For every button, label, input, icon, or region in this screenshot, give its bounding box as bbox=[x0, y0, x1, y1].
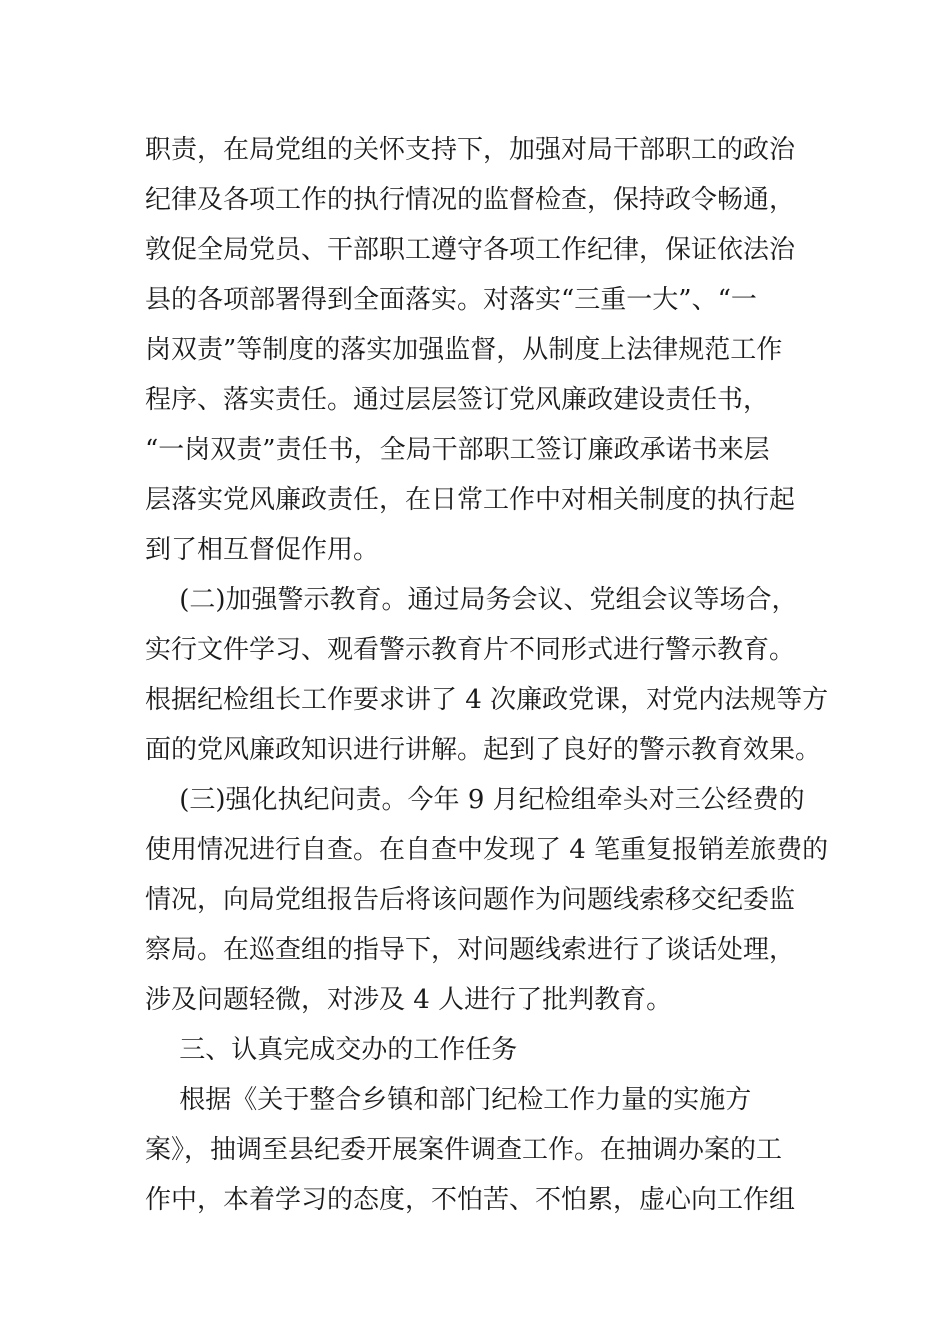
paragraph-assigned-tasks bbox=[145, 1075, 810, 1225]
section-heading bbox=[145, 1025, 810, 1075]
text-line: 察局。在巡查组的指导下，对问题线索进行了谈话处理， bbox=[145, 935, 796, 965]
text-line: 程序、落实责任。通过层层签订党风廉政建设责任书， bbox=[145, 385, 770, 415]
paragraph-warning-education bbox=[145, 575, 829, 775]
text-line: “一岗双责”责任书，全局干部职工签订廉政承诺书来层 bbox=[145, 435, 770, 465]
text-line: 根据纪检组长工作要求讲了 4 次廉政党课，对党内法规等方 bbox=[145, 685, 829, 715]
text-line: 层落实党风廉政责任，在日常工作中对相关制度的执行起 bbox=[145, 485, 796, 515]
text-line: (三)强化执纪问责。今年 9 月纪检组牵头对三公经费的 bbox=[145, 785, 805, 815]
text-line: 实行文件学习、观看警示教育片不同形式进行警示教育。 bbox=[145, 635, 796, 665]
text-line: 作中，本着学习的态度，不怕苦、不怕累，虚心向工作组 bbox=[145, 1185, 796, 1215]
heading-line: 三、认真完成交办的工作任务 bbox=[145, 1035, 518, 1065]
text-line: 纪律及各项工作的执行情况的监督检查，保持政令畅通， bbox=[145, 185, 796, 215]
text-line: 到了相互督促作用。 bbox=[145, 535, 380, 565]
text-line: 职责，在局党组的关怀支持下，加强对局干部职工的政治 bbox=[145, 135, 796, 165]
paragraph-accountability bbox=[145, 775, 829, 1025]
text-line: 涉及问题轻微，对涉及 4 人进行了批判教育。 bbox=[145, 985, 673, 1015]
text-line: 使用情况进行自查。在自查中发现了 4 笔重复报销差旅费的 bbox=[145, 835, 829, 865]
text-line: 县的各项部署得到全面落实。对落实“三重一大”、“一 bbox=[145, 285, 757, 315]
text-line: 案》，抽调至县纪委开展案件调查工作。在抽调办案的工 bbox=[145, 1135, 783, 1165]
text-line: (二)加强警示教育。通过局务会议、党组会议等场合， bbox=[145, 585, 798, 615]
text-line: 敦促全局党员、干部职工遵守各项工作纪律，保证依法治 bbox=[145, 235, 796, 265]
text-line: 根据《关于整合乡镇和部门纪检工作力量的实施方 bbox=[145, 1085, 752, 1115]
text-line: 岗双责”等制度的落实加强监督，从制度上法律规范工作 bbox=[145, 335, 783, 365]
paragraph-supervision bbox=[145, 125, 810, 575]
text-line: 情况，向局党组报告后将该问题作为问题线索移交纪委监 bbox=[145, 885, 796, 915]
text-line: 面的党风廉政知识进行讲解。起到了良好的警示教育效果。 bbox=[145, 735, 822, 765]
